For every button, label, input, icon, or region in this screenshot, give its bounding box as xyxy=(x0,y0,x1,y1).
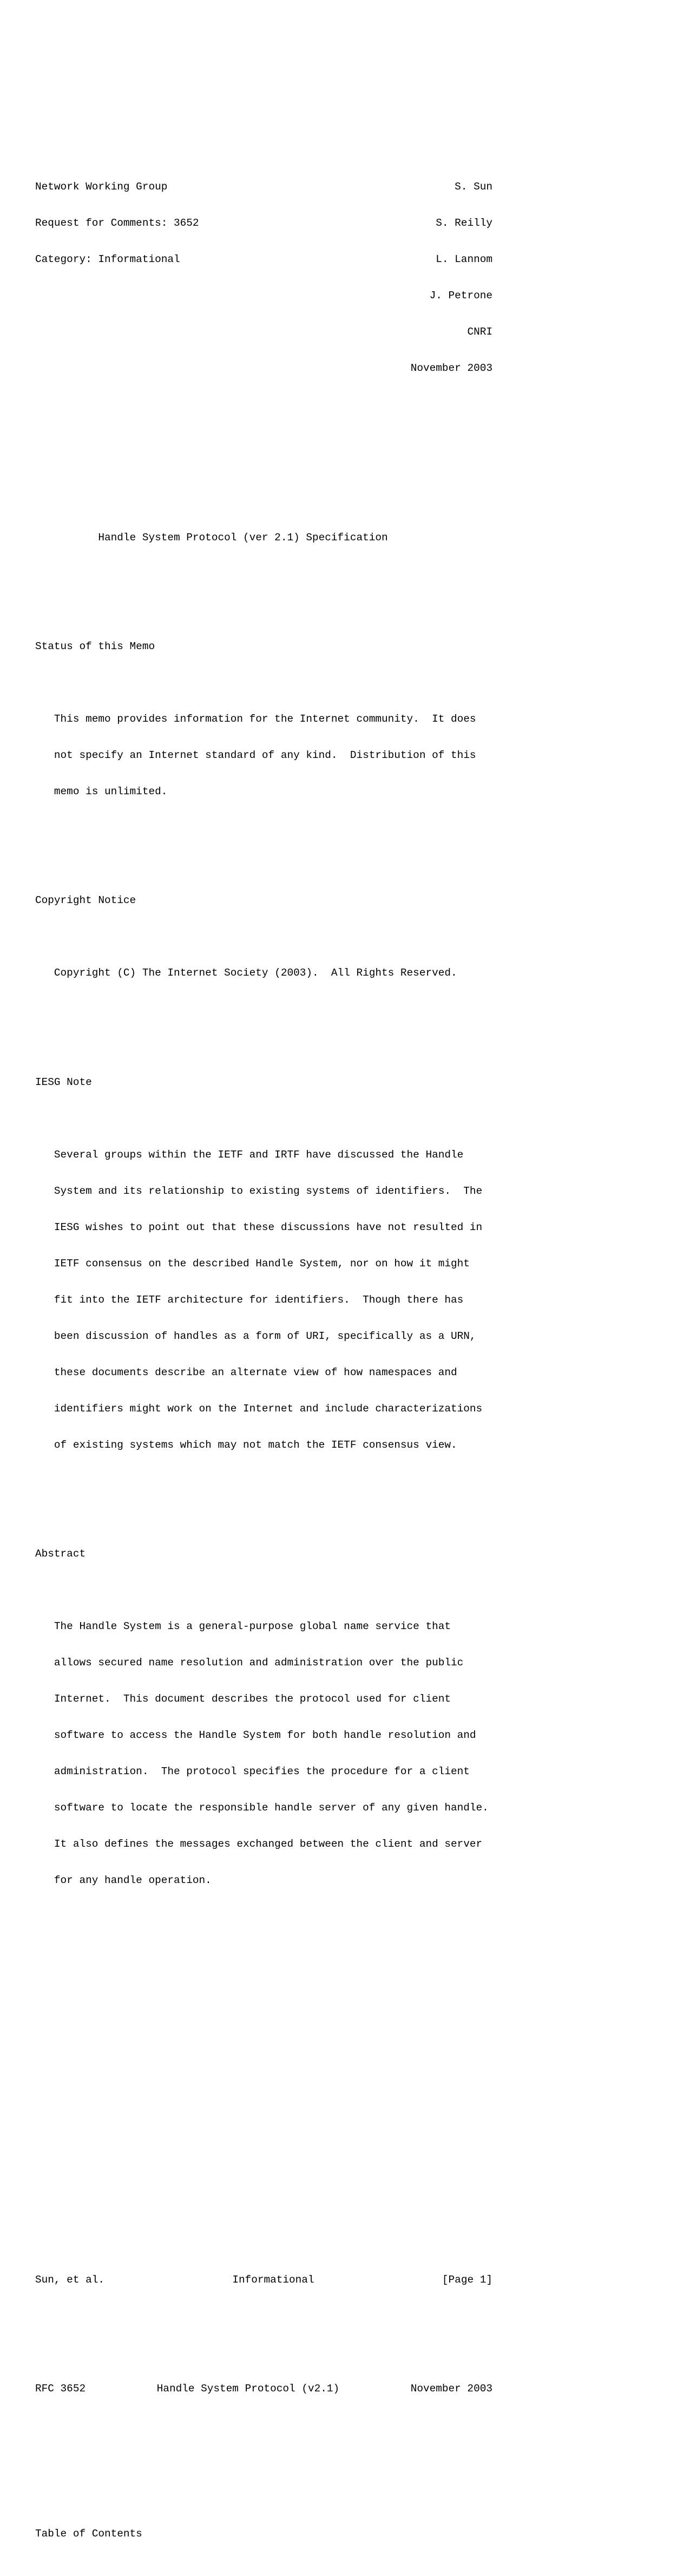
section-heading-copyright-notice: Copyright Notice xyxy=(35,894,136,907)
document-title: Handle System Protocol (ver 2.1) Specification xyxy=(35,532,388,544)
author-name-3: L. Lannom xyxy=(436,253,492,266)
blank-line xyxy=(35,931,492,943)
paragraph-line: for any handle operation. xyxy=(35,1874,212,1887)
blank-line xyxy=(35,1959,492,1971)
paragraph-line: identifiers might work on the Internet and include characterizations xyxy=(35,1402,483,1415)
author-name-4: J. Petrone xyxy=(429,290,492,302)
blank-line xyxy=(35,1923,492,1935)
blank-line xyxy=(35,677,492,689)
organization-label: CNRI xyxy=(467,326,492,338)
paragraph-line: System and its relationship to existing systems of identifiers. The xyxy=(35,1185,483,1197)
rfc-header-block xyxy=(35,156,492,398)
section-heading-table-of-contents: Table of Contents xyxy=(35,2527,142,2540)
blank-line xyxy=(35,580,492,592)
paragraph-line: these documents describe an alternate view of how namespaces and xyxy=(35,1366,457,1378)
paragraph-line: Several groups within the IETF and IRTF have discussed the Handle xyxy=(35,1148,464,1161)
header-row xyxy=(35,290,492,302)
header-row xyxy=(35,253,492,265)
header-row xyxy=(35,217,492,229)
author-name-1: S. Sun xyxy=(455,181,492,193)
paragraph-line: IETF consensus on the described Handle System, nor on how it might xyxy=(35,1257,470,1270)
paragraph-line: Internet. This document describes the protocol used for client xyxy=(35,1693,451,1705)
blank-line xyxy=(35,2177,492,2189)
blank-line xyxy=(35,471,492,483)
section-heading-abstract: Abstract xyxy=(35,1547,86,1560)
blank-line xyxy=(35,2141,492,2153)
working-group-label: Network Working Group xyxy=(35,181,168,193)
blank-line xyxy=(35,2068,492,2080)
running-header xyxy=(35,2383,492,2395)
blank-line xyxy=(35,2431,492,2443)
paragraph-line: memo is unlimited. xyxy=(35,786,168,798)
paragraph-line: Copyright (C) The Internet Society (2003). All Rights Reserved. xyxy=(35,967,457,979)
author-name-2: S. Reilly xyxy=(436,217,492,230)
blank-line xyxy=(35,1584,492,1596)
blank-line xyxy=(35,1996,492,2008)
blank-line xyxy=(35,435,492,447)
paragraph-line: administration. The protocol specifies the procedure for a client xyxy=(35,1766,470,1778)
paragraph-line: been discussion of handles as a form of URI, specifically as a URN, xyxy=(35,1330,476,1342)
running-header-date: November 2003 xyxy=(410,2382,492,2395)
header-row xyxy=(35,181,492,193)
footer-authors: Sun, et al. xyxy=(35,2273,104,2286)
publication-date-label: November 2003 xyxy=(410,362,492,375)
category-label: Category: Informational xyxy=(35,253,180,266)
running-header-rfc-number: RFC 3652 xyxy=(35,2382,86,2395)
paragraph-line: allows secured name resolution and administration over the public xyxy=(35,1657,464,1669)
running-header-title: Handle System Protocol (v2.1) xyxy=(156,2382,340,2395)
section-heading-iesg-note: IESG Note xyxy=(35,1076,92,1088)
blank-line xyxy=(35,1016,492,1028)
blank-line xyxy=(35,1487,492,1499)
blank-line xyxy=(35,2032,492,2044)
rfc-number-label: Request for Comments: 3652 xyxy=(35,217,199,230)
paragraph-line: It also defines the messages exchanged between the client and server xyxy=(35,1838,483,1851)
footer-category: Informational xyxy=(232,2273,314,2286)
paragraph-line: of existing systems which may not match the IETF consensus view. xyxy=(35,1439,457,1451)
section-heading-status-of-this-memo: Status of this Memo xyxy=(35,640,155,653)
paragraph-line: IESG wishes to point out that these discussions have not resulted in xyxy=(35,1221,483,1233)
blank-line xyxy=(35,2467,492,2479)
page-footer xyxy=(35,2274,492,2286)
paragraph-line: This memo provides information for the Internet community. It does xyxy=(35,713,476,725)
blank-line xyxy=(35,2322,492,2334)
paragraph-line: not specify an Internet standard of any kind. Distribution of this xyxy=(35,749,476,762)
blank-line xyxy=(35,834,492,846)
paragraph-line: The Handle System is a general-purpose global name service that xyxy=(35,1620,451,1632)
paragraph-line: software to locate the responsible handle server of any given handle. xyxy=(35,1802,489,1814)
header-row xyxy=(35,362,492,374)
paragraph-line: fit into the IETF architecture for identifiers. Though there has xyxy=(35,1293,464,1306)
rfc-text-body xyxy=(35,108,492,2576)
footer-page-number: [Page 1] xyxy=(442,2273,492,2286)
blank-line xyxy=(35,2213,492,2225)
blank-line xyxy=(35,1113,492,1124)
blank-line xyxy=(35,2104,492,2116)
paragraph-line: software to access the Handle System for both handle resolution and xyxy=(35,1729,476,1742)
header-row xyxy=(35,326,492,338)
